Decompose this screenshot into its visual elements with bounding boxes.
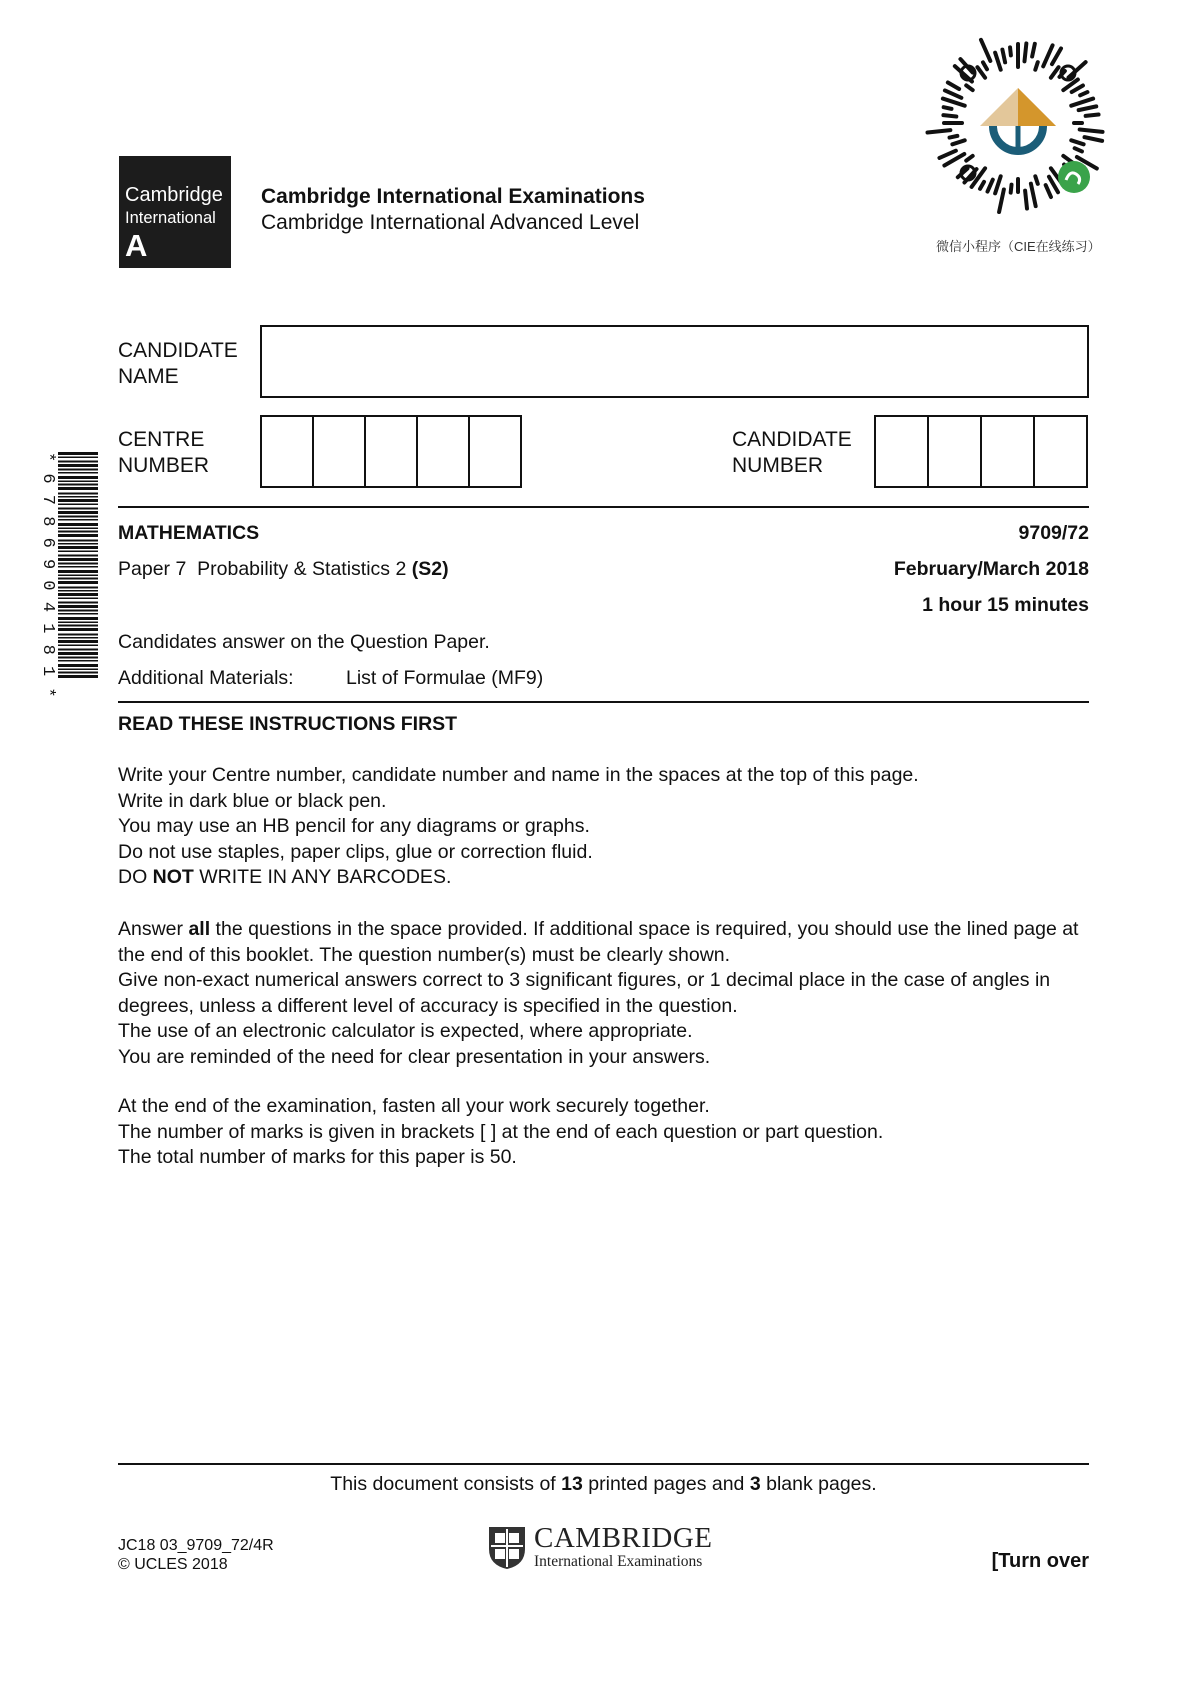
candidate-number-label: CANDIDATE NUMBER: [732, 428, 852, 477]
materials-value: List of Formulae (MF9): [346, 667, 544, 689]
exam-duration: 1 hour 15 minutes: [922, 594, 1089, 616]
instructions-block-1: Write your Centre number, candidate number and name in the spaces at the top of this page. Write in dark blue or black pen. You may use an HB pencil for any diagrams or graphs. Do not use staples, paper clips, glue or correction fluid. DO NOT WRITE IN ANY BARCODES.: [118, 764, 919, 888]
centre-number-cell[interactable]: [468, 415, 522, 488]
paper-code: 9709/72: [1018, 522, 1089, 544]
barcode-icon: [58, 452, 100, 680]
divider: [118, 1463, 1089, 1465]
qr-code-icon: [925, 30, 1111, 216]
instructions-block-2: Answer all the questions in the space provided. If additional space is required, you should use the lined page at the end of this booklet. The question number(s) must be clearly shown. Give non-exact numerical answers correct to 3 significant figures, or 1 decimal place in the case of angles in degrees, unless a different level of accuracy is specified in the question. The use of an electronic calculator is expected, where appropriate. You are reminded of the need for clear presentation in your answers.: [118, 918, 1079, 1068]
subject: MATHEMATICS: [118, 522, 260, 544]
turn-over-note: [Turn over: [991, 1550, 1089, 1572]
candidate-number-cell[interactable]: [1033, 415, 1088, 488]
candidate-name-label: CANDIDATE NAME: [118, 339, 238, 388]
qualification-title: Cambridge International Advanced Level: [261, 211, 640, 234]
instructions-block-3: At the end of the examination, fasten all your work securely together. The number of marks is given in brackets [ ] at the end of each question or part question. The total number of marks for this paper is 50.: [118, 1095, 884, 1168]
paper-title: Paper 7 Probability & Statistics 2 (S2): [118, 558, 449, 580]
candidate-number-cell[interactable]: [927, 415, 982, 488]
cambridge-crest-icon: [487, 1525, 527, 1571]
answer-on-note: Candidates answer on the Question Paper.: [118, 631, 490, 653]
logo-line-2: International: [125, 209, 216, 227]
candidate-number-field[interactable]: [876, 415, 1088, 488]
materials-label: Additional Materials:: [118, 667, 294, 689]
barcode-number: * 6 7 8 6 9 0 4 1 8 1 *: [38, 452, 57, 699]
divider: [118, 506, 1089, 508]
candidate-number-cell[interactable]: [874, 415, 929, 488]
page-count-note: This document consists of 13 printed pages and 3 blank pages.: [330, 1473, 877, 1495]
centre-number-cell[interactable]: [364, 415, 418, 488]
centre-number-field[interactable]: [262, 415, 522, 488]
cambridge-wordmark-sub: International Examinations: [534, 1553, 703, 1570]
centre-number-label: CENTRE NUMBER: [118, 428, 210, 477]
candidate-number-cell[interactable]: [980, 415, 1035, 488]
exam-board-title: Cambridge International Examinations: [261, 185, 645, 208]
logo-line-3: A Level: [125, 228, 205, 299]
logo-line-1: Cambridge: [125, 184, 223, 206]
centre-number-cell[interactable]: [416, 415, 470, 488]
candidate-name-field[interactable]: [260, 325, 1089, 398]
qr-caption: 微信小程序（CIE在线练习）: [936, 239, 1101, 254]
divider: [118, 701, 1089, 703]
instructions-heading: READ THESE INSTRUCTIONS FIRST: [118, 713, 458, 735]
document-reference: JC18 03_9709_72/4R © UCLES 2018: [118, 1537, 274, 1573]
centre-number-cell[interactable]: [312, 415, 366, 488]
centre-number-cell[interactable]: [260, 415, 314, 488]
cambridge-wordmark: CAMBRIDGE: [534, 1522, 713, 1554]
exam-session: February/March 2018: [893, 558, 1089, 580]
cambridge-a-level-logo: [119, 156, 231, 299]
